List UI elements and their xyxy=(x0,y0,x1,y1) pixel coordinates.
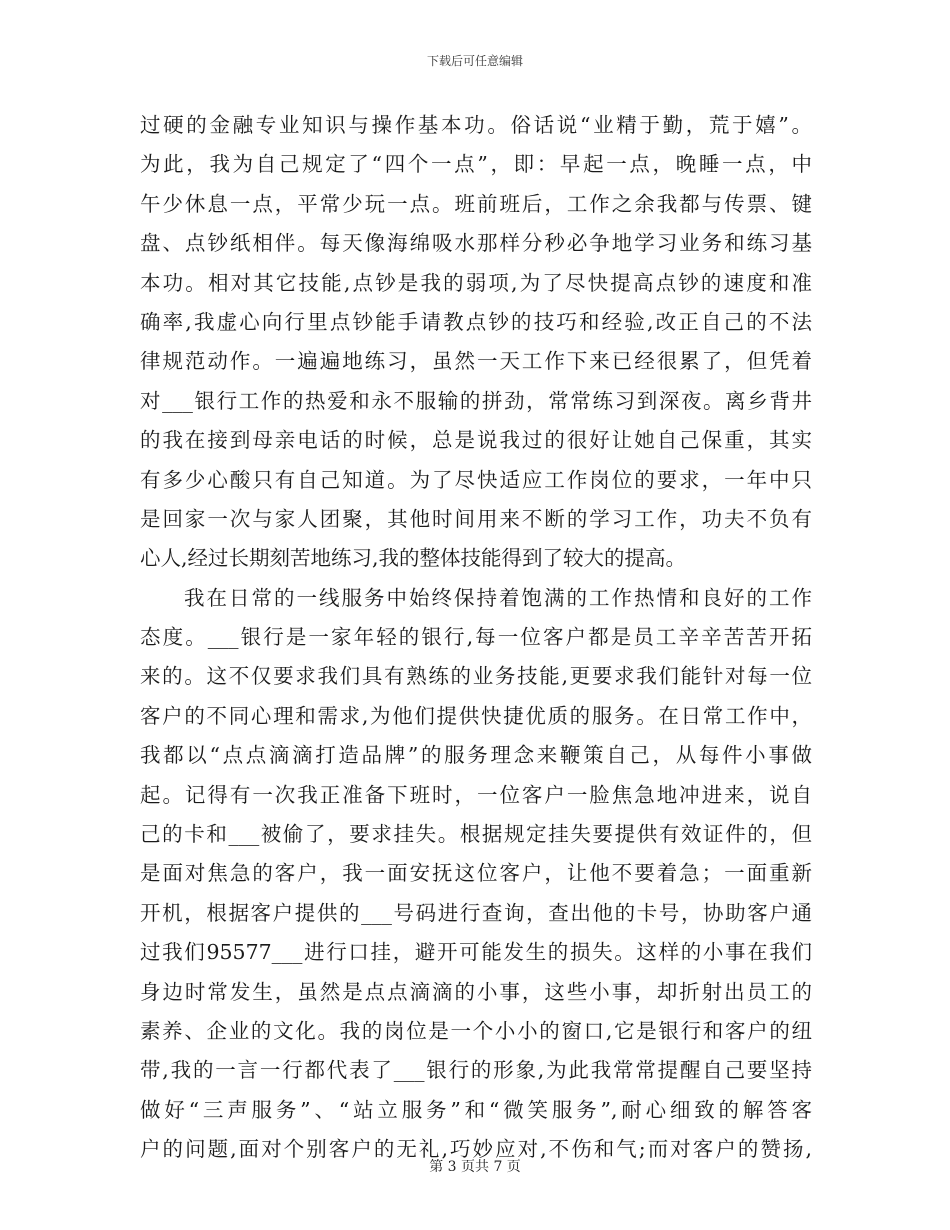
text-line: 的我在接到母亲电话的时候，总是说我过的很好让她自己保重，其实 xyxy=(140,428,812,453)
text-line: 盘、点钞纸相伴。每天像海绵吸水那样分秒必争地学习业务和练习基 xyxy=(140,231,812,256)
text-line: 态度。___银行是一家年轻的银行,每一位客户都是员工辛辛苦苦开拓 xyxy=(140,625,812,650)
text-line: 午少休息一点，平常少玩一点。班前班后，工作之余我都与传票、键 xyxy=(140,191,812,216)
text-line: 来的。这不仅要求我们具有熟练的业务技能,更要求我们能针对每一位 xyxy=(140,664,812,689)
text-line: 是面对焦急的客户，我一面安抚这位客户，让他不要着急；一面重新 xyxy=(140,861,812,886)
text-line: 心人,经过长期刻苦地练习,我的整体技能得到了较大的提高。 xyxy=(140,546,687,571)
page-header-note: 下载后可任意编辑 xyxy=(426,54,523,68)
paragraph-start-line: 我在日常的一线服务中始终保持着饱满的工作热情和良好的工作 xyxy=(184,585,812,610)
text-line: 为此，我为自己规定了“四个一点”，即：早起一点，晚睡一点，中 xyxy=(140,152,812,177)
text-line: 对___银行工作的热爱和永不服输的拼劲，常常练习到深夜。离乡背井 xyxy=(140,388,812,413)
text-line: 开机，根据客户提供的___号码进行查询，查出他的卡号，协助客户通 xyxy=(140,900,812,925)
text-line: 我都以“点点滴滴打造品牌”的服务理念来鞭策自己，从每件小事做 xyxy=(140,743,812,768)
page-number: 第 3 页共 7 页 xyxy=(429,1159,521,1175)
text-line: 过硬的金融专业知识与操作基本功。俗话说“业精于勤，荒于嬉”。 xyxy=(140,113,812,137)
text-line: 己的卡和___被偷了，要求挂失。根据规定挂失要提供有效证件的，但 xyxy=(140,822,812,847)
text-line: 过我们95577___进行口挂，避开可能发生的损失。这样的小事在我们 xyxy=(140,940,812,965)
text-line: 客户的不同心理和需求,为他们提供快捷优质的服务。在日常工作中， xyxy=(140,703,812,728)
text-line: 起。记得有一次我正准备下班时，一位客户一脸焦急地冲进来，说自 xyxy=(140,782,812,807)
text-line: 本功。相对其它技能,点钞是我的弱项,为了尽快提高点钞的速度和准 xyxy=(140,270,812,295)
text-line: 确率,我虚心向行里点钞能手请教点钞的技巧和经验,改正自己的不法 xyxy=(140,309,812,334)
text-line: 做好“三声服务”、“站立服务”和“微笑服务”,耐心细致的解答客 xyxy=(140,1097,812,1122)
text-line: 身边时常发生，虽然是点点滴滴的小事，这些小事，却折射出员工的 xyxy=(140,979,812,1004)
text-line: 是回家一次与家人团聚，其他时间用来不断的学习工作，功夫不负有 xyxy=(140,506,812,531)
text-line: 有多少心酸只有自己知道。为了尽快适应工作岗位的要求，一年中只 xyxy=(140,467,812,492)
document-body xyxy=(140,106,812,1170)
text-line: 带,我的一言一行都代表了___银行的形象,为此我常常提醒自己要坚持 xyxy=(140,1058,812,1083)
text-line: 素养、企业的文化。我的岗位是一个小小的窗口,它是银行和客户的纽 xyxy=(140,1018,812,1043)
text-line: 律规范动作。一遍遍地练习，虽然一天工作下来已经很累了，但凭着 xyxy=(140,349,812,374)
text-line: 户的问题,面对个别客户的无礼,巧妙应对,不伤和气;而对客户的赞扬, xyxy=(140,1137,812,1162)
